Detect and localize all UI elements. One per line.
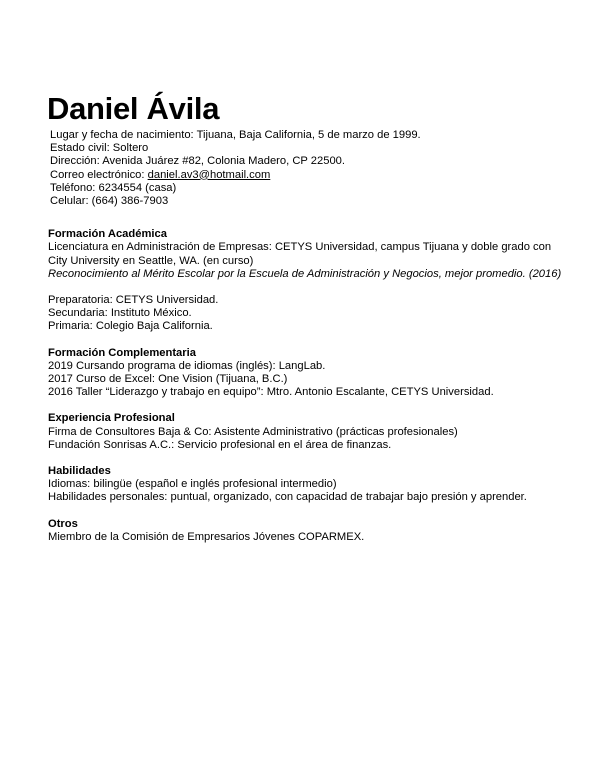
- civil-status: Estado civil: Soltero: [50, 142, 149, 155]
- address: Dirección: Avenida Juárez #82, Colonia Madero, CP 22500.: [50, 155, 345, 168]
- academic-degree: Licenciatura en Administración de Empresas: CETYS Universidad, campus Tijuana y doble grado con City University en Seattle, WA. (en curso): [48, 241, 552, 267]
- section-skills: [48, 465, 568, 505]
- section-academic: [48, 228, 568, 333]
- skills-item: Idiomas: bilingüe (español e inglés profesional intermedio): [48, 478, 337, 491]
- personal-info: [48, 129, 568, 208]
- academic-primaria: Primaria: Colegio Baja California.: [48, 320, 213, 333]
- mobile: Celular: (664) 386-7903: [50, 195, 169, 208]
- section-complementary: [48, 347, 568, 400]
- academic-preparatoria: Preparatoria: CETYS Universidad.: [48, 294, 219, 307]
- section-others: [48, 518, 568, 544]
- complementary-item: 2016 Taller “Liderazgo y trabajo en equipo”: Mtro. Antonio Escalante, CETYS Universidad.: [48, 386, 494, 399]
- others-item: Miembro de la Comisión de Empresarios Jóvenes COPARMEX.: [48, 530, 365, 543]
- birth-info: Lugar y fecha de nacimiento: Tijuana, Baja California, 5 de marzo de 1999.: [50, 129, 421, 141]
- academic-secundaria: Secundaria: Instituto México.: [48, 307, 192, 320]
- academic-heading: Formación Académica: [48, 228, 167, 241]
- phone: Teléfono: 6234554 (casa): [50, 181, 177, 194]
- resume-page: [48, 92, 568, 544]
- section-experience: [48, 412, 568, 452]
- others-heading: Otros: [48, 517, 78, 530]
- complementary-item: 2019 Cursando programa de idiomas (inglés): LangLab.: [48, 359, 326, 372]
- experience-item: Firma de Consultores Baja & Co: Asistente Administrativo (prácticas profesionales): [48, 425, 458, 438]
- academic-gap: [48, 281, 568, 294]
- resume-name: Daniel Ávila: [47, 91, 220, 126]
- academic-recognition: Reconocimiento al Mérito Escolar por la Escuela de Administración y Negocios, mejor promedio. (2016): [48, 267, 562, 280]
- skills-heading: Habilidades: [48, 465, 111, 478]
- complementary-heading: Formación Complementaria: [48, 346, 196, 359]
- email-row: [48, 169, 568, 182]
- email-label: Correo electrónico:: [50, 168, 148, 181]
- experience-item: Fundación Sonrisas A.C.: Servicio profesional en el área de finanzas.: [48, 438, 392, 451]
- experience-heading: Experiencia Profesional: [48, 412, 175, 425]
- complementary-item: 2017 Curso de Excel: One Vision (Tijuana, B.C.): [48, 373, 288, 386]
- email-link[interactable]: daniel.av3@hotmail.com: [147, 168, 271, 181]
- skills-item: Habilidades personales: puntual, organizado, con capacidad de trabajar bajo presión y aprender.: [48, 491, 527, 504]
